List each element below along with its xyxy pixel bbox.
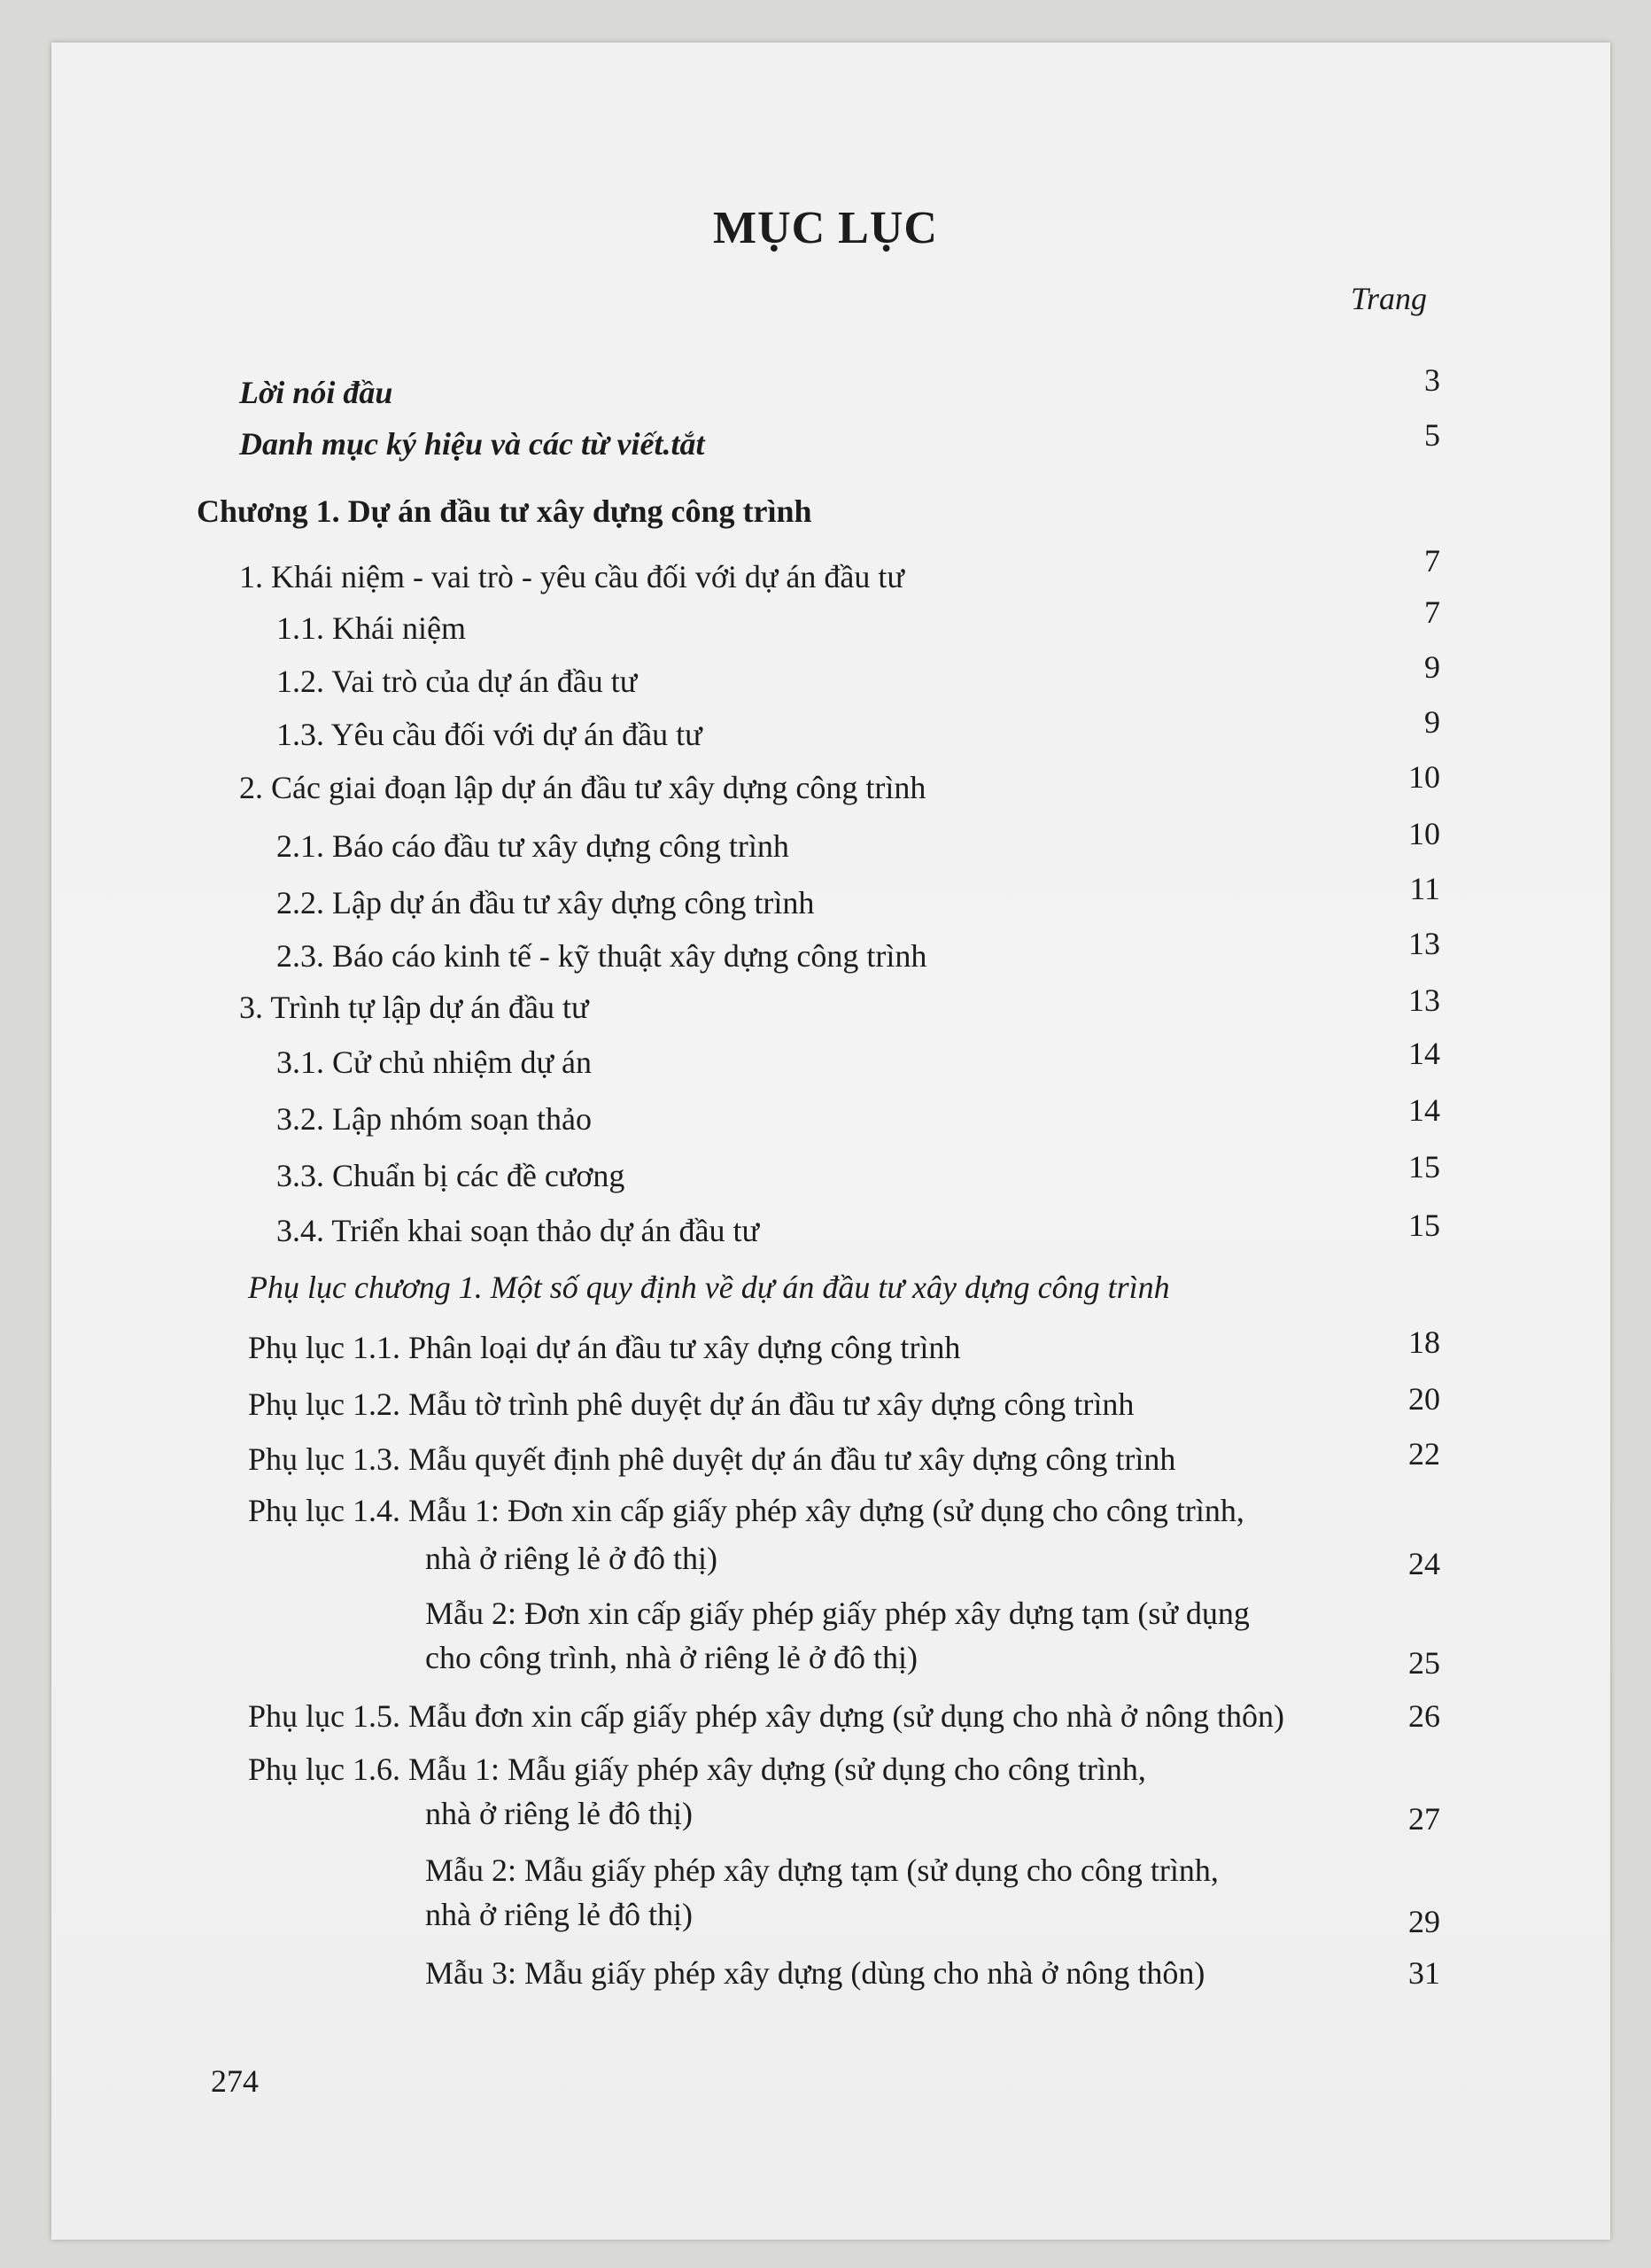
toc-entry: 1. Khái niệm - vai trò - yêu cầu đối với dự án đầu tư 7 [239,543,1440,594]
toc-entry: 2.1. Báo cáo đầu tư xây dựng công trình 10 [276,816,1440,864]
toc-entry: 3.3. Chuẩn bị các đề cương 15 [276,1149,1440,1193]
toc-entry: Danh mục ký hiệu và các từ viết.tắt 5 [239,417,1440,462]
toc-entry: 1.2. Vai trò của dự án đầu tư 9 [276,649,1440,699]
toc-entry: 2.3. Báo cáo kinh tế - kỹ thuật xây dựng công trình 13 [276,926,1440,974]
toc-appendix-heading: Phụ lục chương 1. Một số quy định về dự án đầu tư xây dựng công trình [248,1270,1170,1305]
toc-entry: 3.4. Triển khai soạn thảo dự án đầu tư 15 [276,1208,1440,1248]
toc-entry: Phụ lục 1.3. Mẫu quyết định phê duyệt dự án đầu tư xây dựng công trình 22 [248,1436,1440,1477]
toc-entry: Mẫu 3: Mẫu giấy phép xây dựng (dùng cho nhà ở nông thôn) 31 [425,1955,1440,1991]
toc-entry: nhà ở riêng lẻ ở đô thị) 24 [425,1541,1440,1581]
toc-entry: Mẫu 2: Đơn xin cấp giấy phép giấy phép xây dựng tạm (sử dụng [425,1596,1250,1631]
toc-entry: 3.2. Lập nhóm soạn thảo 14 [276,1092,1440,1137]
toc-entry: Lời nói đầu 3 [239,362,1440,410]
toc-entry: Phụ lục 1.4. Mẫu 1: Đơn xin cấp giấy phép xây dựng (sử dụng cho công trình, [248,1493,1244,1528]
toc-entry: 3. Trình tự lập dự án đầu tư 13 [239,983,1440,1025]
toc-entry: Mẫu 2: Mẫu giấy phép xây dựng tạm (sử dụng cho công trình, [425,1852,1219,1888]
toc-entry: 2. Các giai đoạn lập dự án đầu tư xây dựng công trình 10 [239,759,1440,805]
toc-entry: Phụ lục 1.5. Mẫu đơn xin cấp giấy phép xây dựng (sử dụng cho nhà ở nông thôn) 26 [248,1698,1440,1734]
toc-entry: 2.2. Lập dự án đầu tư xây dựng công trình 11 [276,871,1440,920]
toc-entry: nhà ở riêng lẻ đô thị) 29 [425,1897,1440,1939]
page-number: 274 [211,2063,259,2099]
toc-entry: Phụ lục 1.6. Mẫu 1: Mẫu giấy phép xây dựng (sử dụng cho công trình, [248,1751,1146,1787]
toc-entry: Phụ lục 1.2. Mẫu tờ trình phê duyệt dự án đầu tư xây dựng công trình 20 [248,1381,1440,1422]
toc-entry: 3.1. Cử chủ nhiệm dự án 14 [276,1036,1440,1080]
toc-entry: 1.1. Khái niệm 7 [276,594,1440,646]
toc-entry: cho công trình, nhà ở riêng lẻ ở đô thị) 25 [425,1640,1440,1681]
toc-entry: Phụ lục 1.1. Phân loại dự án đầu tư xây dựng công trình 18 [248,1324,1440,1365]
toc-entry: nhà ở riêng lẻ đô thị) 27 [425,1796,1440,1837]
page-title: MỤC LỤC [713,203,938,253]
toc-entry: 1.3. Yêu cầu đối với dự án đầu tư 9 [276,704,1440,752]
page-column-label: Trang [1351,281,1428,316]
toc-chapter: Chương 1. Dự án đầu tư xây dựng công trình [197,493,812,529]
